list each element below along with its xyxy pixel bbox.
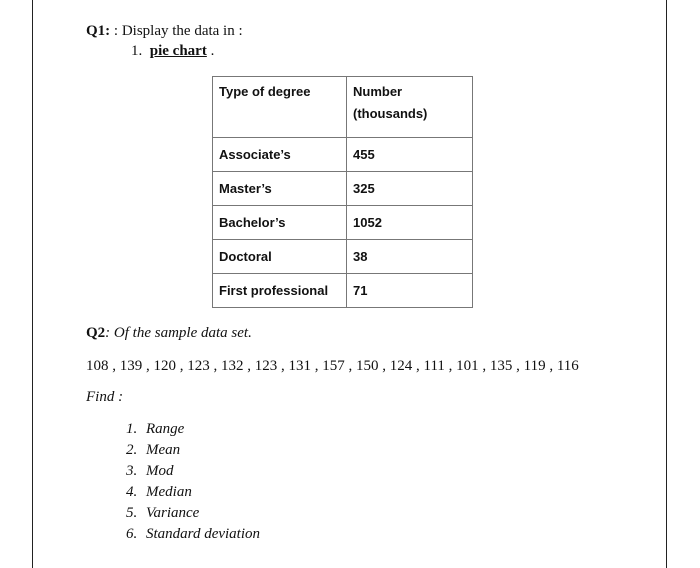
degree-table	[212, 76, 473, 308]
task-label: Variance	[146, 505, 200, 521]
list-item	[126, 419, 260, 440]
task-label: Median	[146, 484, 192, 500]
subitem-pie-chart: pie chart	[149, 43, 207, 59]
task-label: Mean	[146, 442, 181, 458]
header-type-of-degree: Type of degree	[213, 77, 347, 138]
question-1-subitem	[131, 42, 214, 60]
question-2-heading	[86, 325, 252, 342]
cell-degree-type: Associate’s	[213, 138, 347, 172]
page-border-left	[32, 0, 33, 568]
task-number: 4.	[126, 484, 138, 500]
task-number: 5.	[126, 505, 138, 521]
cell-degree-type: Master’s	[213, 172, 347, 206]
task-label: Mod	[146, 463, 174, 479]
question-1-text: : Display the data in :	[110, 23, 243, 39]
list-item	[126, 482, 260, 503]
table-row	[213, 274, 473, 308]
sample-dataset: 108 , 139 , 120 , 123 , 132 , 123 , 131 , 157 , 150 , 124 , 111 , 101 , 135 , 119 , 116	[86, 358, 579, 374]
list-item	[126, 503, 260, 524]
table-row	[213, 240, 473, 274]
header-number-line2: (thousands)	[353, 106, 428, 121]
list-item	[126, 440, 260, 461]
task-number: 2.	[126, 442, 138, 458]
cell-degree-type: First professional	[213, 274, 347, 308]
header-number-line1: Number	[353, 84, 403, 99]
task-list	[126, 419, 260, 545]
table-row	[213, 172, 473, 206]
header-number	[347, 77, 473, 138]
question-2-text: : Of the sample data set.	[105, 325, 252, 341]
cell-number: 325	[347, 172, 473, 206]
list-item	[126, 524, 260, 545]
subitem-suffix: .	[206, 43, 215, 59]
task-label: Standard deviation	[146, 526, 261, 542]
task-number: 1.	[126, 421, 138, 437]
table-row	[213, 206, 473, 240]
task-label: Range	[146, 421, 185, 437]
cell-degree-type: Bachelor’s	[213, 206, 347, 240]
question-2-label: Q2	[86, 325, 106, 341]
table-header-row	[213, 77, 473, 138]
table-row	[213, 138, 473, 172]
list-item	[126, 461, 260, 482]
page-border-right	[666, 0, 667, 568]
question-1-heading	[86, 22, 243, 40]
cell-number: 71	[347, 274, 473, 308]
cell-number: 38	[347, 240, 473, 274]
cell-degree-type: Doctoral	[213, 240, 347, 274]
cell-number: 1052	[347, 206, 473, 240]
question-1-label: Q1:	[86, 23, 111, 39]
task-number: 6.	[126, 526, 138, 542]
cell-number: 455	[347, 138, 473, 172]
subitem-number: 1.	[131, 43, 143, 59]
find-label: Find :	[86, 389, 124, 405]
task-number: 3.	[126, 463, 138, 479]
